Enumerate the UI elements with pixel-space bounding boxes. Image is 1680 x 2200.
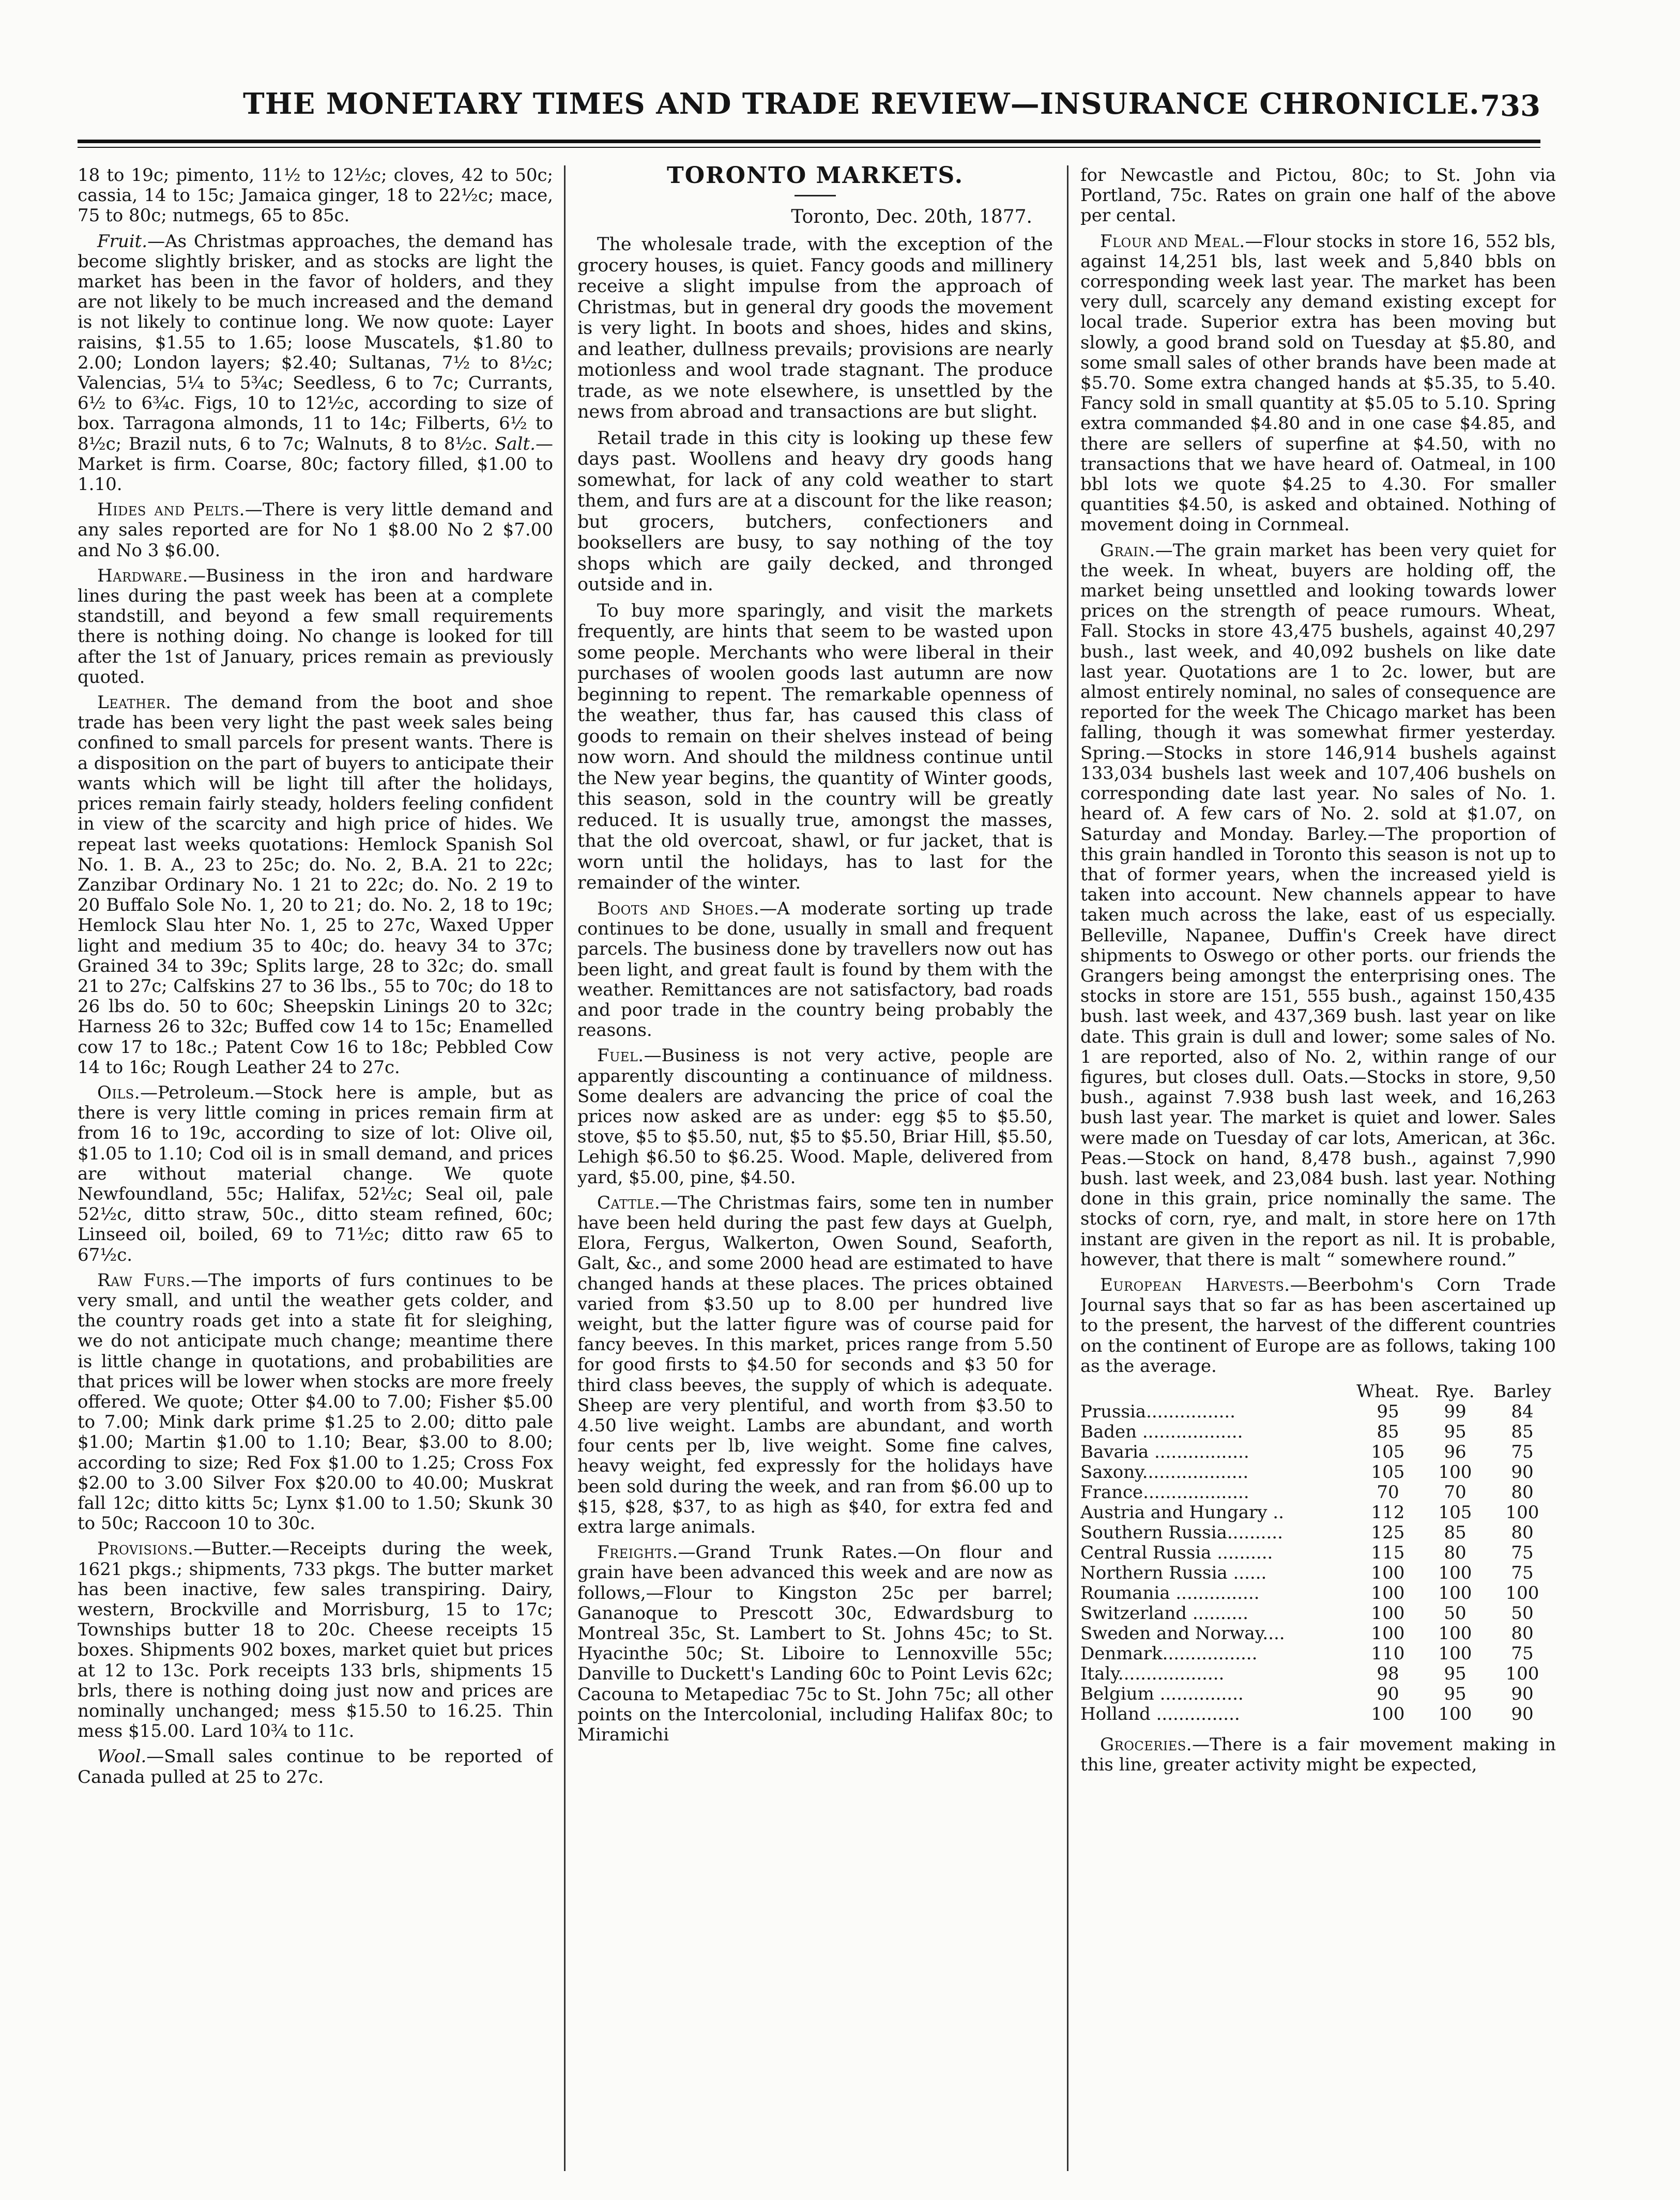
harvest-barley-cell: 84 [1511, 1401, 1534, 1422]
dateline: Toronto, Dec. 20th, 1877. [791, 206, 1032, 228]
harvest-country-cell: Roumania ............... [1080, 1582, 1260, 1603]
harvest-barley-cell: 90 [1511, 1461, 1534, 1483]
column-rule-right [1067, 165, 1068, 2171]
harvest-wheat-cell: 98 [1377, 1663, 1399, 1684]
table-row [1080, 1644, 1556, 1664]
harvest-country-cell: France................... [1080, 1481, 1249, 1503]
retail-paragraph: Retail trade in this city is looking up these few days past. Woollens and heavy dry goods hang somewhat, for lack of any cold weather to start them, and furs are at a discount for the like reason; but grocers, butchers, confectioners and booksellers are busy, to say nothing of the toy shops which are gaily decked, and thronged outside and in. [577, 427, 1053, 595]
harvest-barley-cell: 80 [1511, 1522, 1534, 1543]
column-left [78, 165, 553, 2171]
buying-paragraph: To buy more sparingly, and visit the markets frequently, are hints that seem to be wasted upon some people. Merchants who were liberal in their purchases of woolen goods last autumn are now beginning to repent. The remarkable openness of the weather, thus far, has caused this class of goods to remain on their shelves instead of being now worn. And should the mildness continue until the New year begins, the quantity of Winter goods, this season, sold in the country will be greatly reduced. It is usually true, amongst the masses, that the old overcoat, shawl, or fur jacket, that is worn until the holidays, has to last for the remainder of the winter. [577, 600, 1053, 894]
title-rule [795, 195, 836, 196]
harvest-wheat-cell: 105 [1371, 1441, 1405, 1462]
harvest-barley-cell: 50 [1511, 1602, 1534, 1624]
table-row [1080, 1483, 1556, 1503]
harvest-wheat-cell: 90 [1377, 1683, 1399, 1704]
european-harvests-paragraph: European Harvests.—Beerbohm's Corn Trade Journal says that so far as has been ascertained up to the present, the harvest of the different countries on the continent of Europe are as follows, taking 100 as the average. [1080, 1274, 1556, 1377]
cattle-paragraph: Cattle.—The Christmas fairs, some ten in number have been held during the past few days at Guelph, Elora, Fergus, Walkerton, Owen Sound, Seaforth, Galt, &c., and some 2000 head are estimated to have changed hands at these places. The prices obtained varied from $3.50 up to 8.00 per hundred live weight, but the latter figure was of course paid for fancy beeves. In this market, prices range from 5.50 for good firsts to $4.50 for seconds and $3 50 for third class beeves, the supply of which is adequate. Sheep are very plentiful, and worth from $3.50 to 4.50 live weight. Lambs are abundant, and worth four cents per lb, live weight. Some fine calves, heavy weight, fed expressly for the holidays have been sold during the week, and ran from $6.00 up to $15, $28, $37, to as high as $40, for extra fed and extra large animals. [577, 1192, 1053, 1537]
header-rye: Rye. [1435, 1381, 1475, 1402]
section-title: TORONTO MARKETS. [666, 165, 964, 189]
hides-pelts-paragraph: Hides and Pelts.—There is very little demand and any sales reported are for No 1 $8.00 No 2 $7.00 and No 3 $6.00. [78, 499, 553, 561]
header-rule-thick [78, 140, 1540, 143]
table-row [1080, 1402, 1556, 1422]
harvest-barley-cell: 75 [1511, 1562, 1534, 1583]
harvest-wheat-cell: 112 [1371, 1502, 1405, 1523]
harvest-country-cell: Switzerland .......... [1080, 1602, 1248, 1624]
harvest-rye-cell: 80 [1444, 1542, 1467, 1563]
harvest-country-cell: Central Russia .......... [1080, 1542, 1273, 1563]
leather-paragraph: Leather. The demand from the boot and shoe trade has been very light the past week sales being confined to small parcels for present wants. There is a disposition on the part of buyers to anticipate their wants which will be light till after the holidays, prices remain fairly steady, holders feeling confident in view of the scarcity and high price of hides. We repeat last weeks quotations: Hemlock Spanish Sol No. 1. B. A., 23 to 25c; do. No. 2, B.A. 21 to 22c; Zanzibar Ordinary No. 1 21 to 22c; do. No. 2 19 to 20 Buffalo Sole No. 1, 20 to 21; do. No. 2, 18 to 19c; Hemlock Slau hter No. 1, 25 to 27c, Waxed Upper light and medium 35 to 40c; do. heavy 34 to 37c; Grained 34 to 39c; Splits large, 28 to 32c; do. small 21 to 27c; Calfskins 27 to 36 lbs., 55 to 70c; do 18 to 26 lbs do. 50 to 60c; Sheepskin Linings 20 to 32c; Harness 26 to 32c; Buffed cow 14 to 15c; Enamelled cow 17 to 18c.; Patent Cow 16 to 18c; Pebbled Cow 14 to 16c; Rough Leather 24 to 27c. [78, 692, 553, 1078]
header-barley: Barley [1493, 1381, 1551, 1402]
fuel-paragraph: Fuel.—Business is not very active, people are apparently discounting a continuance of mildness. Some dealers are advancing the price of coal the prices now asked are as under: egg $5 to $5.50, stove, $5 to $5.50, nut, $5 to $5.50, Briar Hill, $5.50, Lehigh $6.50 to $6.25. Wood. Maple, delivered from yard, $5.00, pine, $4.50. [577, 1045, 1053, 1188]
table-row [1080, 1664, 1556, 1684]
harvest-wheat-cell: 100 [1371, 1623, 1405, 1644]
freights-continued: for Newcastle and Pictou, 80c; to St. John via Portland, 75c. Rates on grain one half of the above per cental. [1080, 165, 1556, 226]
harvest-rye-cell: 95 [1444, 1421, 1467, 1442]
harvest-country-cell: Southern Russia.......... [1080, 1522, 1283, 1543]
freights-paragraph: Freights.—Grand Trunk Rates.—On flour and grain have been advanced this week and are now as follows,—Flour to Kingston 25c per barrel; Gananoque to Prescott 30c, Edwardsburg to Montreal 35c, St. Lambert to St. Johns 45c; to St. Hyacinthe 50c; St. Liboire to Lennoxville 55c; Danville to Duckett's Landing 60c to Point Levis 62c; Cacouna to Metapediac 75c to St. John 75c; all other points on the Intercolonial, including Halifax 80c; to Miramichi [577, 1542, 1053, 1746]
table-row [1080, 1684, 1556, 1704]
harvest-wheat-cell: 105 [1371, 1461, 1405, 1483]
table-row [1080, 1624, 1556, 1644]
provisions-paragraph: Provisions.—Butter.—Receipts during the week, 1621 pkgs.; shipments, 733 pkgs. The butter market has been inactive, few sales transpiring. Dairy, western, Brockville and Morrisburg, 15 to 17c; Townships butter 18 to 20c. Cheese receipts 15 boxes. Shipments 902 boxes, market quiet but prices at 12 to 13c. Pork receipts 133 brls, shipments 15 brls, there is nothing doing just now and prices are nominally unchanged; mess $15.50 to 16.25. Thin mess $15.00. Lard 10¾ to 11c. [78, 1538, 553, 1742]
column-right [1080, 165, 1556, 2171]
harvest-rye-cell: 100 [1438, 1643, 1472, 1664]
harvest-country-cell: Austria and Hungary .. [1080, 1502, 1284, 1523]
harvest-rye-cell: 100 [1438, 1562, 1472, 1583]
oils-paragraph: Oils.—Petroleum.—Stock here is ample, but as there is very little coming in prices remain firm at from 16 to 19c, according to size of lot: Olive oil, $1.05 to 1.10; Cod oil is in small demand, and prices are without material change. We quote Newfoundland, 55c; Halifax, 52½c; Seal oil, pale 52½c, ditto straw, 50c., ditto steam refined, 60c; Linseed oil, boiled, 69 to 71½c; ditto raw 65 to 67½c. [78, 1082, 553, 1265]
header-rule-thin [78, 147, 1540, 148]
harvest-rye-cell: 70 [1444, 1481, 1467, 1503]
harvest-wheat-cell: 100 [1371, 1562, 1405, 1583]
table-row [1080, 1583, 1556, 1603]
harvest-rye-cell: 95 [1444, 1663, 1467, 1684]
column-center [577, 165, 1053, 2171]
harvest-country-cell: Holland ............... [1080, 1703, 1240, 1724]
harvest-country-cell: Bavaria ................. [1080, 1441, 1249, 1462]
grain-paragraph: Grain.—The grain market has been very quiet for the week. In wheat, buyers are holding off, the market being unsettled and looking towards lower prices on the strength of peace rumours. Wheat, Fall. Stocks in store 43,475 bushels, against 40,297 bush., last week, and 40,092 bushels on like date last year. Quotations are 1 to 2c. lower, but are almost entirely nominal, no sales of consequence are reported for the week The Chicago market has been falling, though it was somewhat firmer yesterday. Spring.—Stocks in store 146,914 bushels against 133,034 bushels last week and 107,406 bushels on corresponding date last year. No sales of No. 1. heard of. A few cars of No. 2. sold at $1.07, on Saturday and Monday. Barley.—The proportion of this grain handled in Toronto this season is not up to that of former years, when the increased yield is taken into account. New channels appear to have taken much across the lake, east of us especially. Belleville, Napanee, Duffin's Creek have direct shipments to Oswego or other ports. our friends the Grangers being amongst the enterprising ones. The stocks in store are 151, 555 bush., against 150,435 bush. last week, and 437,369 bush. last year on like date. This grain is dull and lower; some sales of No. 1 are reported, also of No. 2, within range of our figures, but closes dull. Oats.—Stocks in store, 9,50 bush., against 7.938 bush last week, and 16,263 bush last year. The market is quiet and lower. Sales were made on Tuesday of car lots, American, at 36c. Peas.—Stock on hand, 8,478 bush., against 7,990 bush. last week, and 23,084 bush. last year. Nothing done in this grain, price nominally the same. The stocks of corn, rye, and malt, in store here on 17th instant are given in the report as nil. It is probable, however, that there is malt “ somewhere round.” [1080, 540, 1556, 1270]
harvest-barley-cell: 90 [1511, 1703, 1534, 1724]
raw-furs-paragraph: Raw Furs.—The imports of furs continues to be very small, and until the weather gets colder, and the country roads get into a state fit for sleighing, we do not anticipate much change; meantime there is little change in quotations, and probabilities are that prices will be lower when stocks are more freely offered. We quote; Otter $4.00 to 7.00; Fisher $5.00 to 7.00; Mink dark prime $1.25 to 2.00; ditto pale $1.00; Martin $1.00 to 1.10; Bear, $3.00 to 8.00; according to size; Red Fox $1.00 to 1.25; Cross Fox $2.00 to 3.00 Silver Fox $20.00 to 40.00; Muskrat fall 12c; ditto kitts 5c; Lynx $1.00 to 1.50; Skunk 30 to 50c; Raccoon 10 to 30c. [78, 1270, 553, 1534]
wool-paragraph: Wool.—Small sales continue to be reported of Canada pulled at 25 to 27c. [78, 1746, 553, 1787]
harvest-country-cell: Saxony................... [1080, 1461, 1249, 1483]
table-row [1080, 1563, 1556, 1583]
harvest-table-header [1080, 1382, 1556, 1402]
harvest-rye-cell: 95 [1444, 1683, 1467, 1704]
harvest-barley-cell: 80 [1511, 1623, 1534, 1644]
header-wheat: Wheat. [1356, 1381, 1419, 1402]
harvest-barley-cell: 75 [1511, 1542, 1534, 1563]
harvest-rye-cell: 100 [1438, 1623, 1472, 1644]
harvest-country-cell: Sweden and Norway.... [1080, 1623, 1285, 1644]
harvest-rye-cell: 50 [1444, 1602, 1467, 1624]
harvest-country-cell: Baden .................. [1080, 1421, 1243, 1442]
harvest-barley-cell: 75 [1511, 1441, 1534, 1462]
table-row [1080, 1523, 1556, 1543]
harvest-wheat-cell: 70 [1377, 1481, 1399, 1503]
harvest-wheat-cell: 85 [1377, 1421, 1399, 1442]
table-row [1080, 1704, 1556, 1724]
page-header [78, 78, 1540, 134]
harvest-barley-cell: 80 [1511, 1481, 1534, 1503]
page-number: 733 [1480, 89, 1540, 123]
harvest-barley-cell: 75 [1511, 1643, 1534, 1664]
table-row [1080, 1442, 1556, 1462]
table-row [1080, 1422, 1556, 1442]
harvest-country-cell: Northern Russia ...... [1080, 1562, 1267, 1583]
harvest-wheat-cell: 125 [1371, 1522, 1405, 1543]
table-row [1080, 1462, 1556, 1483]
flour-meal-paragraph: Flour and Meal.—Flour stocks in store 16, 552 bls, against 14,251 bls, last week and 5,840 bbls on corresponding week last year. The market has been very dull, scarcely any demand existing except for local trade. Superior extra has been moving but slowly, a good brand sold on Tuesday at $5.80, and some small sales of other brands have been made at $5.70. Some extra changed hands at $5.35, to 5.40. Fancy sold in small quantity at $5.05 to 5.10. Spring extra commanded $4.80 and in one case $4.85, and there are sellers of superfine at $4.50, with no transactions that we have heard of. Oatmeal, in 100 bbl lots we quote $4.25 to 4.30. For smaller quantities $4.50, is asked and obtained. Nothing of movement doing in Cornmeal. [1080, 231, 1556, 536]
table-row [1080, 1603, 1556, 1624]
harvest-rye-cell: 96 [1444, 1441, 1467, 1462]
harvest-barley-cell: 85 [1511, 1421, 1534, 1442]
harvest-wheat-cell: 100 [1371, 1602, 1405, 1624]
boots-shoes-paragraph: Boots and Shoes.—A moderate sorting up trade continues to be done, usually in small and frequent parcels. The business done by travellers now out has been light, and great fault is found by them with the weather. Remittances are not satisfactory, bad roads and poor trade in the country being probably the reasons. [577, 898, 1053, 1041]
fruit-paragraph: Fruit.—As Christmas approaches, the demand has become slightly brisker, and as stocks are light the market has been in the favor of holders, and they are not likely to be much increased and the demand is not likely to continue long. We now quote: Layer raisins, $1.55 to 1.65; loose Muscatels, $1.80 to 2.00; London layers; $2.40; Sultanas, 7½ to 8½c; Valencias, 5¼ to 5¾c; Seedless, 6 to 7c; Currants, 6½ to 6¾c. Figs, 10 to 12½c, according to size of box. Tarragona almonds, 11 to 14c; Filberts, 6½ to 8½c; Brazil nuts, 6 to 7c; Walnuts, 8 to 8½c. Salt.—Market is firm. Coarse, 80c; factory filled, $1.00 to 1.10. [78, 231, 553, 495]
harvest-rye-cell: 100 [1438, 1703, 1472, 1724]
running-title: THE MONETARY TIMES AND TRADE REVIEW—INSURANCE CHRONICLE. [243, 87, 1480, 121]
harvest-barley-cell: 100 [1505, 1502, 1539, 1523]
harvest-country-cell: Prussia................ [1080, 1401, 1235, 1422]
harvest-barley-cell: 90 [1511, 1683, 1534, 1704]
table-row [1080, 1543, 1556, 1563]
table-row [1080, 1503, 1556, 1523]
groceries-paragraph: Groceries.—There is a fair movement making in this line, greater activity might be expected, [1080, 1734, 1556, 1776]
hardware-paragraph: Hardware.—Business in the iron and hardware lines during the past week has been at a complete standstill, and beyond a few small requirements there is nothing doing. No change is looked for till after the 1st of January, prices remain as previously quoted. [78, 565, 553, 688]
harvest-rye-cell: 100 [1438, 1582, 1472, 1603]
harvest-wheat-cell: 100 [1371, 1582, 1405, 1603]
harvest-barley-cell: 100 [1505, 1663, 1539, 1684]
harvest-barley-cell: 100 [1505, 1582, 1539, 1603]
spices-paragraph: 18 to 19c; pimento, 11½ to 12½c; cloves, 42 to 50c; cassia, 14 to 15c; Jamaica ginger, 18 to 22½c; mace, 75 to 80c; nutmegs, 65 to 85c. [78, 165, 553, 226]
harvest-rye-cell: 99 [1444, 1401, 1467, 1422]
harvest-wheat-cell: 115 [1371, 1542, 1405, 1563]
harvest-wheat-cell: 110 [1371, 1643, 1405, 1664]
harvest-rye-cell: 105 [1438, 1502, 1472, 1523]
harvest-table [1080, 1382, 1556, 1724]
wholesale-paragraph: The wholesale trade, with the exception of the grocery houses, is quiet. Fancy goods and millinery receive a slight impulse from the approach of Christmas, but in general dry goods the movement is very light. In boots and shoes, hides and skins, and leather, dullness prevails; provisions are nearly motionless and wool trade stagnant. The produce trade, as we note elsewhere, is unsettled by the news from abroad and transactions are but slight. [577, 234, 1053, 423]
harvest-wheat-cell: 95 [1377, 1401, 1399, 1422]
harvest-country-cell: Denmark................. [1080, 1643, 1258, 1664]
harvest-country-cell: Italy................... [1080, 1663, 1225, 1684]
harvest-rye-cell: 100 [1438, 1461, 1472, 1483]
harvest-rye-cell: 85 [1444, 1522, 1467, 1543]
harvest-wheat-cell: 100 [1371, 1703, 1405, 1724]
harvest-country-cell: Belgium ............... [1080, 1683, 1244, 1704]
column-rule-left [564, 165, 566, 2171]
